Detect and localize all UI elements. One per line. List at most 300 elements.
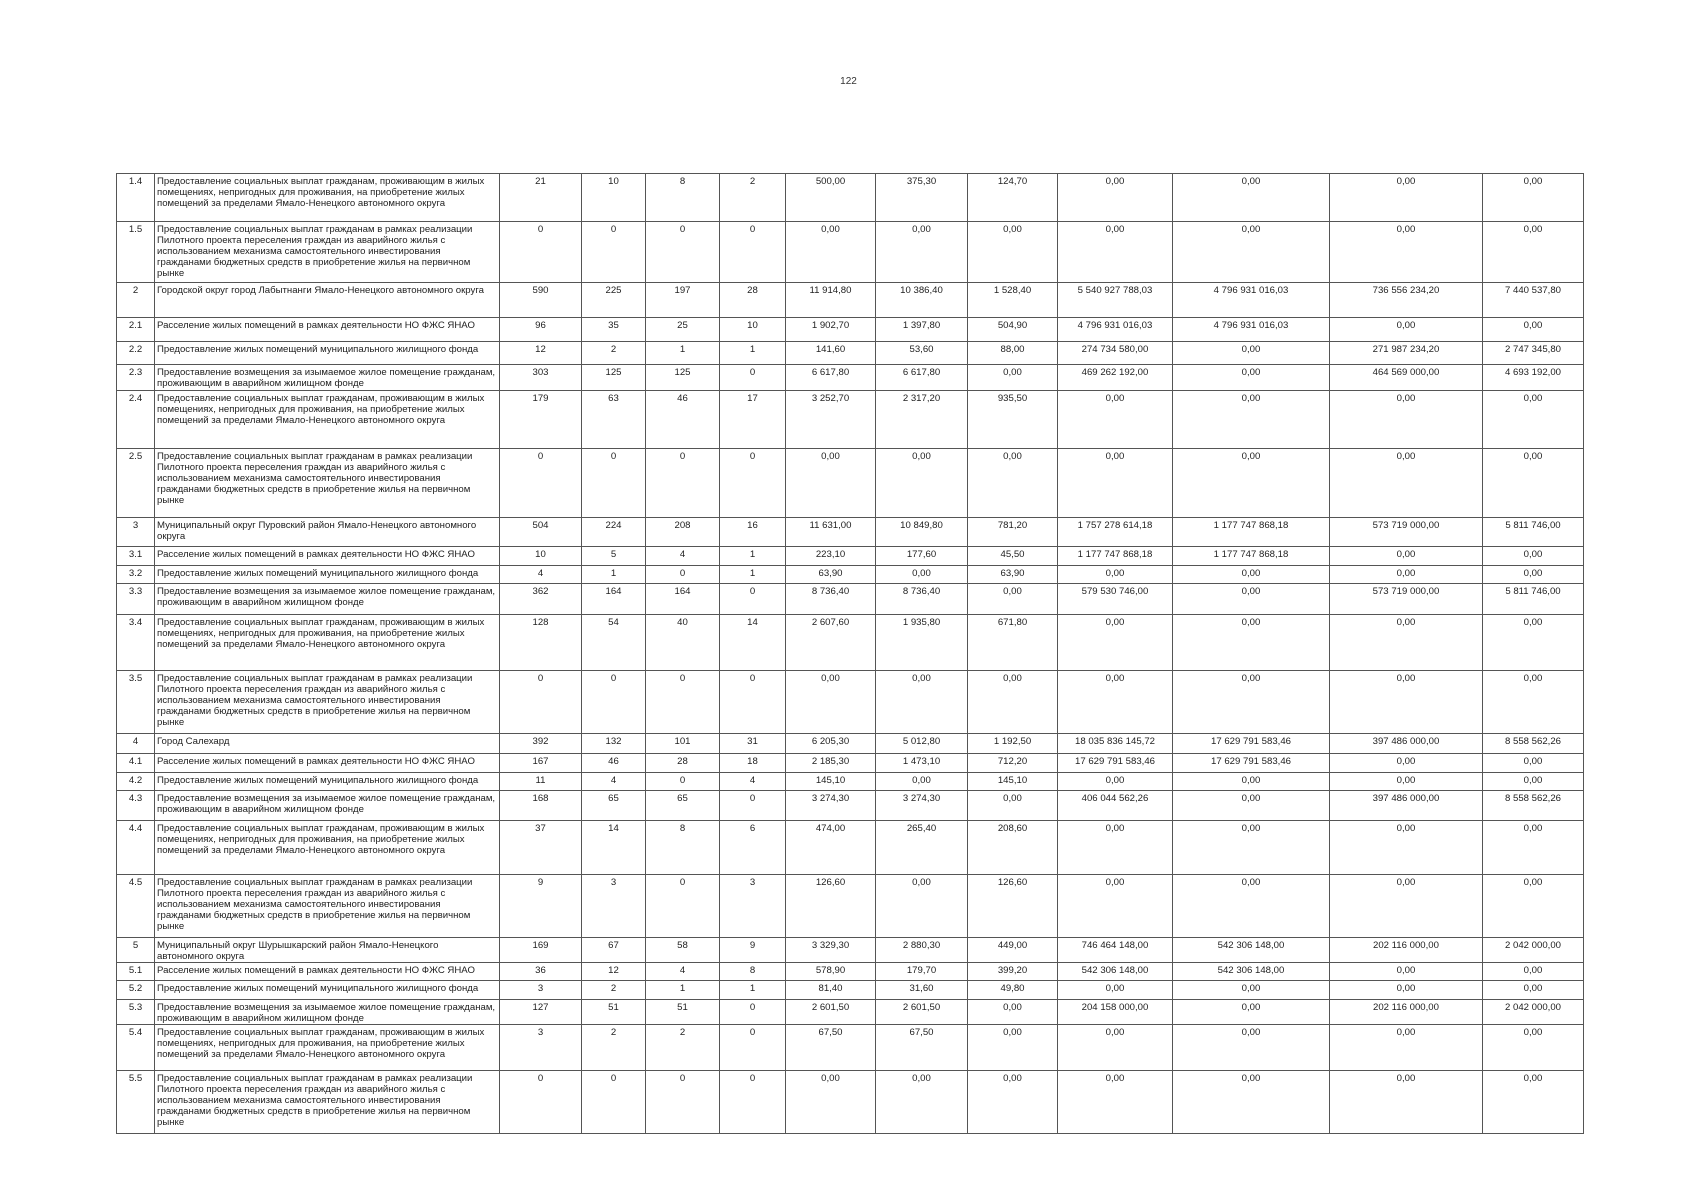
row-value: 0,00 bbox=[1483, 671, 1584, 734]
row-value: 0,00 bbox=[1483, 449, 1584, 518]
row-value: 1 177 747 868,18 bbox=[1058, 547, 1173, 566]
row-value: 2 bbox=[582, 342, 646, 365]
row-value: 590 bbox=[500, 283, 582, 318]
row-value: 167 bbox=[500, 754, 582, 773]
row-value: 45,50 bbox=[968, 547, 1058, 566]
row-number: 5.3 bbox=[117, 1000, 155, 1025]
row-value: 25 bbox=[646, 318, 720, 342]
row-value: 0,00 bbox=[1173, 391, 1330, 449]
row-value: 11 631,00 bbox=[786, 518, 876, 547]
row-value: 12 bbox=[500, 342, 582, 365]
row-description: Расселение жилых помещений в рамках деятельности НО ФЖС ЯНАО bbox=[155, 318, 500, 342]
row-value: 88,00 bbox=[968, 342, 1058, 365]
row-value: 1 bbox=[582, 566, 646, 584]
row-value: 542 306 148,00 bbox=[1173, 963, 1330, 981]
row-value: 464 569 000,00 bbox=[1330, 365, 1483, 391]
row-description: Расселение жилых помещений в рамках деятельности НО ФЖС ЯНАО bbox=[155, 754, 500, 773]
row-value: 0,00 bbox=[1483, 174, 1584, 222]
row-value: 0,00 bbox=[968, 1000, 1058, 1025]
row-value: 362 bbox=[500, 584, 582, 615]
row-value: 0 bbox=[720, 222, 786, 283]
row-value: 0 bbox=[646, 773, 720, 791]
row-value: 4 bbox=[646, 547, 720, 566]
row-value: 1 397,80 bbox=[876, 318, 968, 342]
row-value: 11 914,80 bbox=[786, 283, 876, 318]
row-value: 225 bbox=[582, 283, 646, 318]
row-value: 2 042 000,00 bbox=[1483, 938, 1584, 963]
row-number: 4.4 bbox=[117, 821, 155, 875]
row-value: 3 274,30 bbox=[876, 791, 968, 821]
row-value: 0,00 bbox=[1330, 449, 1483, 518]
row-value: 274 734 580,00 bbox=[1058, 342, 1173, 365]
row-value: 0 bbox=[720, 584, 786, 615]
row-value: 712,20 bbox=[968, 754, 1058, 773]
row-value: 0 bbox=[500, 671, 582, 734]
table-row bbox=[117, 671, 1584, 734]
row-value: 0,00 bbox=[1330, 754, 1483, 773]
row-value: 169 bbox=[500, 938, 582, 963]
row-value: 0,00 bbox=[1173, 1000, 1330, 1025]
row-value: 10 bbox=[500, 547, 582, 566]
row-value: 31 bbox=[720, 734, 786, 754]
row-value: 0,00 bbox=[1173, 791, 1330, 821]
row-description: Предоставление жилых помещений муниципального жилищного фонда bbox=[155, 342, 500, 365]
row-value: 8 736,40 bbox=[876, 584, 968, 615]
row-value: 125 bbox=[646, 365, 720, 391]
row-value: 8 736,40 bbox=[786, 584, 876, 615]
row-value: 202 116 000,00 bbox=[1330, 938, 1483, 963]
row-value: 0,00 bbox=[1330, 318, 1483, 342]
row-value: 4 bbox=[582, 773, 646, 791]
row-value: 4 bbox=[720, 773, 786, 791]
row-number: 4.5 bbox=[117, 875, 155, 938]
row-description: Муниципальный округ Шурышкарский район Ямало-Ненецкого автономного округа bbox=[155, 938, 500, 963]
row-value: 397 486 000,00 bbox=[1330, 734, 1483, 754]
table-body bbox=[117, 174, 1584, 1134]
row-value: 0 bbox=[500, 222, 582, 283]
row-description: Город Салехард bbox=[155, 734, 500, 754]
row-value: 2 607,60 bbox=[786, 615, 876, 671]
row-value: 5 012,80 bbox=[876, 734, 968, 754]
table-row bbox=[117, 1025, 1584, 1071]
row-value: 6 bbox=[720, 821, 786, 875]
row-value: 28 bbox=[646, 754, 720, 773]
row-value: 197 bbox=[646, 283, 720, 318]
row-value: 0,00 bbox=[1173, 1071, 1330, 1134]
row-value: 31,60 bbox=[876, 981, 968, 1000]
row-value: 0 bbox=[720, 791, 786, 821]
table-row bbox=[117, 584, 1584, 615]
row-value: 101 bbox=[646, 734, 720, 754]
row-value: 0,00 bbox=[876, 773, 968, 791]
row-number: 5.5 bbox=[117, 1071, 155, 1134]
row-value: 0 bbox=[582, 1071, 646, 1134]
row-number: 2.5 bbox=[117, 449, 155, 518]
row-value: 10 849,80 bbox=[876, 518, 968, 547]
row-value: 168 bbox=[500, 791, 582, 821]
row-value: 4 bbox=[500, 566, 582, 584]
row-value: 0,00 bbox=[1483, 615, 1584, 671]
row-value: 3 bbox=[582, 875, 646, 938]
row-value: 1 bbox=[720, 566, 786, 584]
row-number: 5.2 bbox=[117, 981, 155, 1000]
row-value: 2 185,30 bbox=[786, 754, 876, 773]
row-value: 0,00 bbox=[1330, 174, 1483, 222]
row-description: Предоставление социальных выплат гражданам в рамках реализации Пилотного проекта переселения граждан из аварийного жилья с использованием механизма самостоятельного инвестирования гражданами бюджетных средств в приобретение жилья на первичном рынке bbox=[155, 875, 500, 938]
row-value: 542 306 148,00 bbox=[1058, 963, 1173, 981]
row-value: 0,00 bbox=[1058, 615, 1173, 671]
row-value: 0,00 bbox=[1173, 222, 1330, 283]
row-value: 14 bbox=[582, 821, 646, 875]
row-value: 4 796 931 016,03 bbox=[1173, 318, 1330, 342]
row-number: 2.1 bbox=[117, 318, 155, 342]
row-value: 0 bbox=[582, 449, 646, 518]
row-description: Предоставление жилых помещений муниципального жилищного фонда bbox=[155, 566, 500, 584]
row-value: 179,70 bbox=[876, 963, 968, 981]
row-value: 0,00 bbox=[876, 1071, 968, 1134]
row-description: Предоставление жилых помещений муниципального жилищного фонда bbox=[155, 773, 500, 791]
row-value: 0,00 bbox=[1173, 365, 1330, 391]
row-value: 542 306 148,00 bbox=[1173, 938, 1330, 963]
table-row bbox=[117, 981, 1584, 1000]
table-row bbox=[117, 283, 1584, 318]
row-value: 10 bbox=[720, 318, 786, 342]
row-value: 474,00 bbox=[786, 821, 876, 875]
row-number: 1.4 bbox=[117, 174, 155, 222]
row-value: 6 617,80 bbox=[876, 365, 968, 391]
row-value: 202 116 000,00 bbox=[1330, 1000, 1483, 1025]
row-value: 2 317,20 bbox=[876, 391, 968, 449]
table-row bbox=[117, 391, 1584, 449]
row-description: Предоставление возмещения за изымаемое жилое помещение гражданам, проживающим в аварийном жилищном фонде bbox=[155, 365, 500, 391]
table-row bbox=[117, 791, 1584, 821]
row-value: 0,00 bbox=[1058, 174, 1173, 222]
row-value: 0 bbox=[720, 449, 786, 518]
row-value: 0,00 bbox=[1173, 174, 1330, 222]
row-description: Предоставление социальных выплат гражданам, проживающим в жилых помещениях, непригодных для проживания, на приобретение жилых помещений за пределами Ямало-Ненецкого автономного округа bbox=[155, 821, 500, 875]
row-value: 1 177 747 868,18 bbox=[1173, 547, 1330, 566]
row-value: 40 bbox=[646, 615, 720, 671]
row-value: 375,30 bbox=[876, 174, 968, 222]
row-value: 0,00 bbox=[1330, 391, 1483, 449]
row-value: 0,00 bbox=[1483, 1071, 1584, 1134]
row-value: 0,00 bbox=[1058, 1071, 1173, 1134]
row-value: 0 bbox=[720, 1025, 786, 1071]
row-description: Предоставление социальных выплат гражданам в рамках реализации Пилотного проекта переселения граждан из аварийного жилья с использованием механизма самостоятельного инвестирования гражданами бюджетных средств в приобретение жилья на первичном рынке bbox=[155, 671, 500, 734]
row-value: 5 811 746,00 bbox=[1483, 584, 1584, 615]
row-value: 141,60 bbox=[786, 342, 876, 365]
row-value: 0 bbox=[646, 875, 720, 938]
row-value: 0,00 bbox=[1058, 566, 1173, 584]
row-value: 18 035 836 145,72 bbox=[1058, 734, 1173, 754]
row-value: 128 bbox=[500, 615, 582, 671]
row-value: 0,00 bbox=[1330, 615, 1483, 671]
resettlement-table bbox=[116, 173, 1584, 1134]
row-value: 0,00 bbox=[1483, 318, 1584, 342]
row-number: 4.2 bbox=[117, 773, 155, 791]
row-value: 1 757 278 614,18 bbox=[1058, 518, 1173, 547]
row-value: 63,90 bbox=[786, 566, 876, 584]
row-value: 0,00 bbox=[876, 449, 968, 518]
row-value: 223,10 bbox=[786, 547, 876, 566]
row-value: 67 bbox=[582, 938, 646, 963]
row-value: 0,00 bbox=[968, 584, 1058, 615]
row-value: 449,00 bbox=[968, 938, 1058, 963]
row-value: 12 bbox=[582, 963, 646, 981]
row-number: 5 bbox=[117, 938, 155, 963]
row-description: Предоставление социальных выплат гражданам в рамках реализации Пилотного проекта переселения граждан из аварийного жилья с использованием механизма самостоятельного инвестирования гражданами бюджетных средств в приобретение жилья на первичном рынке bbox=[155, 1071, 500, 1134]
row-description: Предоставление социальных выплат гражданам в рамках реализации Пилотного проекта переселения граждан из аварийного жилья с использованием механизма самостоятельного инвестирования гражданами бюджетных средств в приобретение жилья на первичном рынке bbox=[155, 222, 500, 283]
row-value: 11 bbox=[500, 773, 582, 791]
table-row bbox=[117, 754, 1584, 773]
row-description: Расселение жилых помещений в рамках деятельности НО ФЖС ЯНАО bbox=[155, 963, 500, 981]
row-number: 3 bbox=[117, 518, 155, 547]
row-number: 2.2 bbox=[117, 342, 155, 365]
row-value: 0,00 bbox=[1483, 1025, 1584, 1071]
row-value: 0,00 bbox=[1173, 584, 1330, 615]
row-value: 0,00 bbox=[1173, 671, 1330, 734]
row-value: 0,00 bbox=[968, 1071, 1058, 1134]
row-value: 0,00 bbox=[1330, 1025, 1483, 1071]
row-value: 145,10 bbox=[968, 773, 1058, 791]
row-value: 736 556 234,20 bbox=[1330, 283, 1483, 318]
row-value: 2 bbox=[720, 174, 786, 222]
row-value: 0,00 bbox=[1483, 981, 1584, 1000]
row-number: 4 bbox=[117, 734, 155, 754]
row-value: 145,10 bbox=[786, 773, 876, 791]
row-value: 1 473,10 bbox=[876, 754, 968, 773]
row-value: 0,00 bbox=[876, 222, 968, 283]
row-description: Муниципальный округ Пуровский район Ямало-Ненецкого автономного округа bbox=[155, 518, 500, 547]
row-value: 0,00 bbox=[1173, 566, 1330, 584]
row-description: Расселение жилых помещений в рамках деятельности НО ФЖС ЯНАО bbox=[155, 547, 500, 566]
row-number: 3.4 bbox=[117, 615, 155, 671]
row-value: 0 bbox=[500, 1071, 582, 1134]
table-row bbox=[117, 365, 1584, 391]
row-description: Предоставление возмещения за изымаемое жилое помещение гражданам, проживающим в аварийном жилищном фонде bbox=[155, 1000, 500, 1025]
row-value: 0,00 bbox=[1173, 449, 1330, 518]
row-value: 0,00 bbox=[1058, 391, 1173, 449]
row-value: 8 558 562,26 bbox=[1483, 791, 1584, 821]
row-value: 67,50 bbox=[786, 1025, 876, 1071]
row-value: 49,80 bbox=[968, 981, 1058, 1000]
row-value: 0 bbox=[646, 449, 720, 518]
table-row bbox=[117, 734, 1584, 754]
row-value: 397 486 000,00 bbox=[1330, 791, 1483, 821]
row-value: 0 bbox=[720, 1000, 786, 1025]
row-value: 1 bbox=[646, 342, 720, 365]
row-value: 0,00 bbox=[1330, 821, 1483, 875]
table-row bbox=[117, 174, 1584, 222]
row-value: 10 386,40 bbox=[876, 283, 968, 318]
row-value: 0 bbox=[582, 222, 646, 283]
row-value: 500,00 bbox=[786, 174, 876, 222]
row-value: 0,00 bbox=[1483, 566, 1584, 584]
row-value: 35 bbox=[582, 318, 646, 342]
row-value: 63,90 bbox=[968, 566, 1058, 584]
row-value: 504 bbox=[500, 518, 582, 547]
row-value: 0 bbox=[646, 1071, 720, 1134]
row-value: 746 464 148,00 bbox=[1058, 938, 1173, 963]
row-number: 4.3 bbox=[117, 791, 155, 821]
row-value: 124,70 bbox=[968, 174, 1058, 222]
row-value: 0,00 bbox=[968, 365, 1058, 391]
row-value: 5 540 927 788,03 bbox=[1058, 283, 1173, 318]
row-number: 1.5 bbox=[117, 222, 155, 283]
row-value: 18 bbox=[720, 754, 786, 773]
row-value: 0,00 bbox=[1058, 671, 1173, 734]
row-number: 2 bbox=[117, 283, 155, 318]
row-value: 0,00 bbox=[1483, 821, 1584, 875]
table-row bbox=[117, 342, 1584, 365]
row-value: 0,00 bbox=[1483, 754, 1584, 773]
row-value: 0,00 bbox=[968, 791, 1058, 821]
row-value: 0,00 bbox=[876, 671, 968, 734]
row-value: 1 902,70 bbox=[786, 318, 876, 342]
row-value: 3 bbox=[720, 875, 786, 938]
row-value: 573 719 000,00 bbox=[1330, 584, 1483, 615]
row-description: Предоставление жилых помещений муниципального жилищного фонда bbox=[155, 981, 500, 1000]
row-number: 2.4 bbox=[117, 391, 155, 449]
row-value: 81,40 bbox=[786, 981, 876, 1000]
table-row bbox=[117, 963, 1584, 981]
row-value: 17 629 791 583,46 bbox=[1173, 754, 1330, 773]
row-value: 0,00 bbox=[1173, 615, 1330, 671]
row-description: Предоставление социальных выплат гражданам, проживающим в жилых помещениях, непригодных для проживания, на приобретение жилых помещений за пределами Ямало-Ненецкого автономного округа bbox=[155, 391, 500, 449]
row-value: 0,00 bbox=[1173, 773, 1330, 791]
row-description: Предоставление возмещения за изымаемое жилое помещение гражданам, проживающим в аварийном жилищном фонде bbox=[155, 791, 500, 821]
row-value: 1 bbox=[720, 547, 786, 566]
row-value: 224 bbox=[582, 518, 646, 547]
row-value: 573 719 000,00 bbox=[1330, 518, 1483, 547]
row-value: 3 274,30 bbox=[786, 791, 876, 821]
table-row bbox=[117, 938, 1584, 963]
row-value: 54 bbox=[582, 615, 646, 671]
row-description: Предоставление социальных выплат гражданам, проживающим в жилых помещениях, непригодных для проживания, на приобретение жилых помещений за пределами Ямало-Ненецкого автономного округа bbox=[155, 1025, 500, 1071]
row-value: 17 bbox=[720, 391, 786, 449]
row-value: 469 262 192,00 bbox=[1058, 365, 1173, 391]
row-value: 4 796 931 016,03 bbox=[1058, 318, 1173, 342]
row-value: 0,00 bbox=[1483, 222, 1584, 283]
row-value: 0,00 bbox=[1483, 773, 1584, 791]
row-value: 2 bbox=[582, 1025, 646, 1071]
table-row bbox=[117, 518, 1584, 547]
row-value: 0,00 bbox=[1173, 342, 1330, 365]
row-value: 392 bbox=[500, 734, 582, 754]
row-value: 0,00 bbox=[968, 1025, 1058, 1071]
row-value: 0,00 bbox=[968, 671, 1058, 734]
row-value: 781,20 bbox=[968, 518, 1058, 547]
row-value: 578,90 bbox=[786, 963, 876, 981]
row-value: 0,00 bbox=[1058, 222, 1173, 283]
row-value: 179 bbox=[500, 391, 582, 449]
row-value: 16 bbox=[720, 518, 786, 547]
row-value: 0,00 bbox=[1173, 875, 1330, 938]
row-value: 0,00 bbox=[968, 222, 1058, 283]
row-value: 17 629 791 583,46 bbox=[1173, 734, 1330, 754]
row-value: 0 bbox=[720, 365, 786, 391]
row-value: 6 617,80 bbox=[786, 365, 876, 391]
table-row bbox=[117, 318, 1584, 342]
row-value: 4 693 192,00 bbox=[1483, 365, 1584, 391]
row-value: 0,00 bbox=[786, 1071, 876, 1134]
row-value: 2 bbox=[646, 1025, 720, 1071]
row-value: 63 bbox=[582, 391, 646, 449]
row-value: 21 bbox=[500, 174, 582, 222]
row-value: 2 bbox=[582, 981, 646, 1000]
row-value: 36 bbox=[500, 963, 582, 981]
row-value: 4 bbox=[646, 963, 720, 981]
row-value: 0,00 bbox=[786, 222, 876, 283]
row-value: 46 bbox=[646, 391, 720, 449]
row-value: 37 bbox=[500, 821, 582, 875]
row-value: 132 bbox=[582, 734, 646, 754]
table-row bbox=[117, 773, 1584, 791]
row-number: 5.1 bbox=[117, 963, 155, 981]
row-value: 10 bbox=[582, 174, 646, 222]
row-value: 9 bbox=[720, 938, 786, 963]
row-value: 504,90 bbox=[968, 318, 1058, 342]
row-value: 1 177 747 868,18 bbox=[1173, 518, 1330, 547]
row-value: 53,60 bbox=[876, 342, 968, 365]
row-description: Предоставление социальных выплат гражданам, проживающим в жилых помещениях, непригодных для проживания, на приобретение жилых помещений за пределами Ямало-Ненецкого автономного округа bbox=[155, 174, 500, 222]
row-description: Городской округ город Лабытнанги Ямало-Ненецкого автономного округа bbox=[155, 283, 500, 318]
row-value: 579 530 746,00 bbox=[1058, 584, 1173, 615]
row-value: 2 880,30 bbox=[876, 938, 968, 963]
row-value: 14 bbox=[720, 615, 786, 671]
row-value: 0,00 bbox=[1058, 981, 1173, 1000]
row-value: 7 440 537,80 bbox=[1483, 283, 1584, 318]
row-value: 125 bbox=[582, 365, 646, 391]
table-row bbox=[117, 449, 1584, 518]
row-description: Предоставление социальных выплат гражданам в рамках реализации Пилотного проекта переселения граждан из аварийного жилья с использованием механизма самостоятельного инвестирования гражданами бюджетных средств в приобретение жилья на первичном рынке bbox=[155, 449, 500, 518]
row-value: 1 bbox=[720, 342, 786, 365]
row-value: 126,60 bbox=[968, 875, 1058, 938]
row-value: 17 629 791 583,46 bbox=[1058, 754, 1173, 773]
row-value: 4 796 931 016,03 bbox=[1173, 283, 1330, 318]
row-value: 0,00 bbox=[786, 671, 876, 734]
row-value: 6 205,30 bbox=[786, 734, 876, 754]
row-value: 127 bbox=[500, 1000, 582, 1025]
row-value: 671,80 bbox=[968, 615, 1058, 671]
row-value: 1 935,80 bbox=[876, 615, 968, 671]
row-value: 0,00 bbox=[1058, 875, 1173, 938]
table-row bbox=[117, 1071, 1584, 1134]
row-value: 0,00 bbox=[1330, 1071, 1483, 1134]
row-value: 0,00 bbox=[876, 875, 968, 938]
row-value: 0,00 bbox=[1173, 1025, 1330, 1071]
row-value: 0,00 bbox=[1483, 875, 1584, 938]
row-number: 3.1 bbox=[117, 547, 155, 566]
row-value: 126,60 bbox=[786, 875, 876, 938]
row-value: 0,00 bbox=[1483, 963, 1584, 981]
row-value: 0,00 bbox=[1330, 566, 1483, 584]
row-value: 265,40 bbox=[876, 821, 968, 875]
row-value: 0 bbox=[646, 222, 720, 283]
row-number: 5.4 bbox=[117, 1025, 155, 1071]
row-value: 1 528,40 bbox=[968, 283, 1058, 318]
row-value: 5 bbox=[582, 547, 646, 566]
row-number: 3.3 bbox=[117, 584, 155, 615]
row-value: 0,00 bbox=[876, 566, 968, 584]
row-value: 0,00 bbox=[786, 449, 876, 518]
row-value: 0,00 bbox=[1330, 547, 1483, 566]
row-value: 0,00 bbox=[1330, 981, 1483, 1000]
row-value: 3 252,70 bbox=[786, 391, 876, 449]
row-value: 51 bbox=[582, 1000, 646, 1025]
table-row bbox=[117, 875, 1584, 938]
table-row bbox=[117, 222, 1584, 283]
